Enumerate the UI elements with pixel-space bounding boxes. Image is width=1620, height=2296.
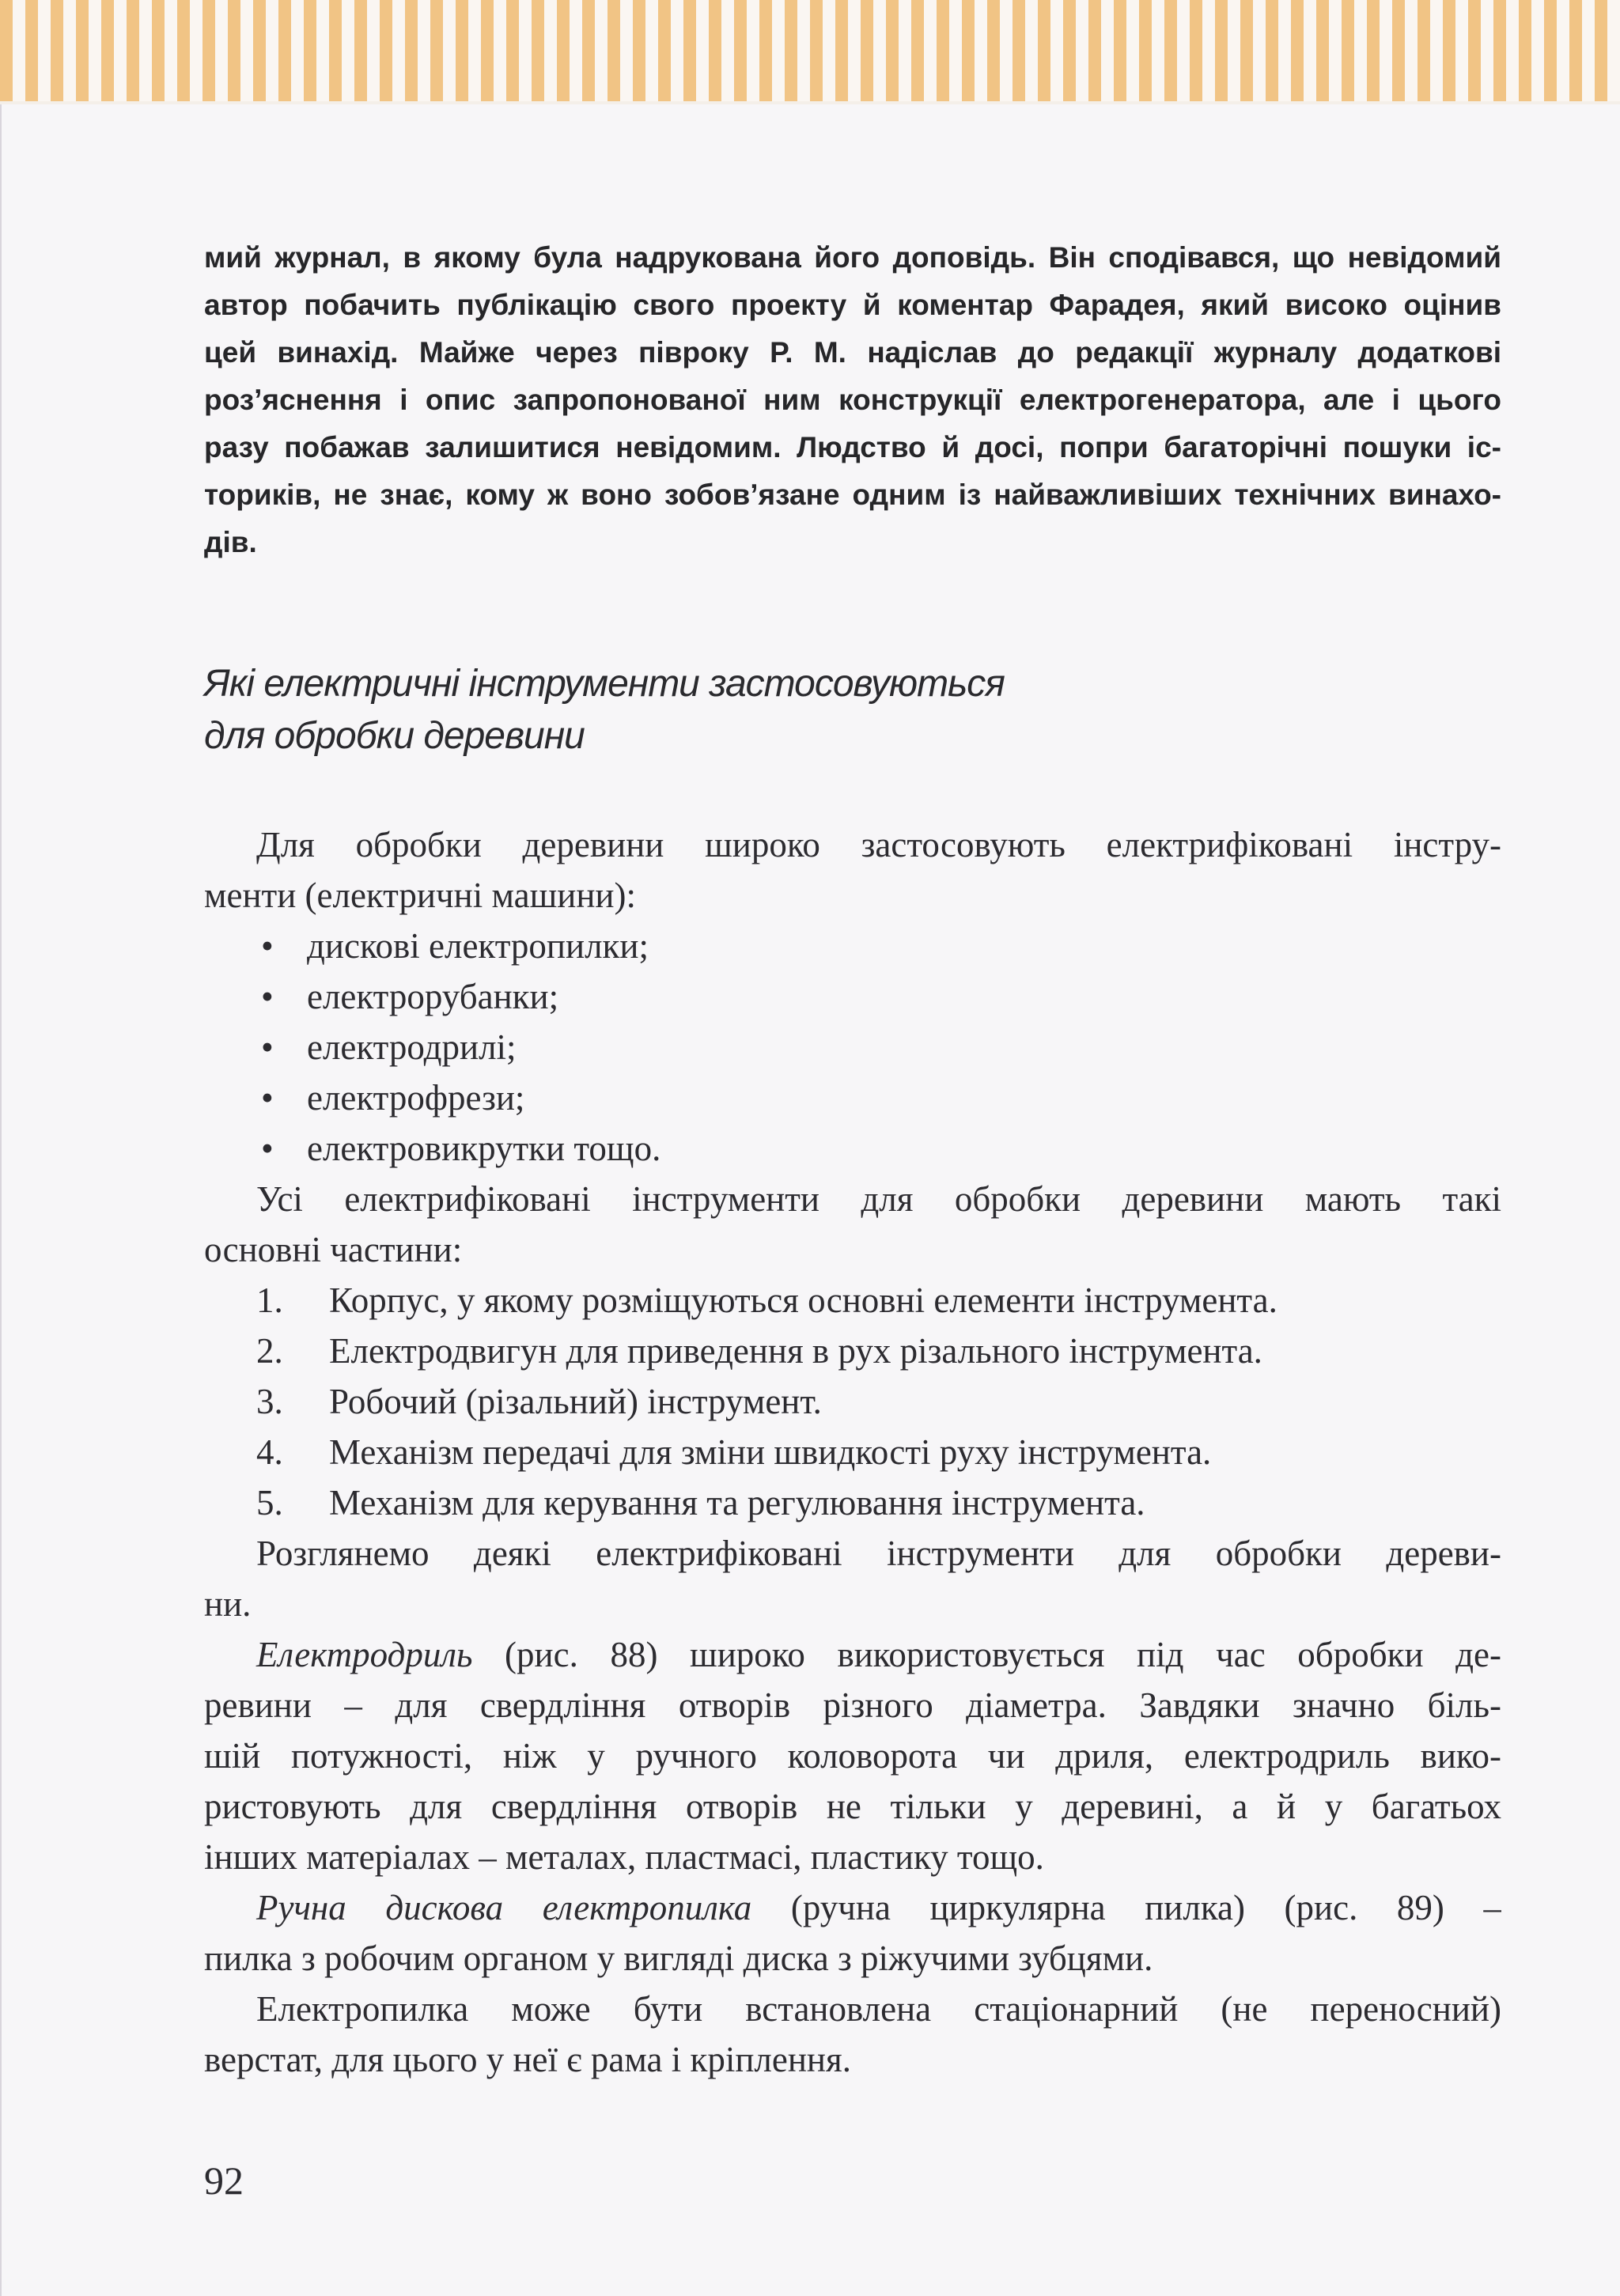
list-item-text: електрорубанки; — [307, 977, 559, 1016]
list-item-text: дискові електропилки; — [307, 926, 649, 966]
paragraph-4-line-1 — [204, 1629, 1501, 1680]
item-text: Корпус, у якому розміщуються основні елементи інструмента. — [329, 1280, 1277, 1320]
numbered-item — [204, 1477, 1501, 1528]
item-text: Електродвигун для приведення в рух різального інструмента. — [329, 1331, 1262, 1371]
item-number: 4. — [256, 1432, 283, 1472]
bullet-marker: • — [261, 926, 274, 966]
list-item-text: електровикрутки тощо. — [307, 1129, 661, 1168]
paragraph-4-line-5: інших матеріалах – металах, пластмасі, пластику тощо. — [204, 1837, 1044, 1877]
paragraph-1-line-2: менти (електричні машини): — [204, 876, 636, 915]
paragraph-4-line-1-rest: (рис. 88) широко використовується під час обробки де- — [472, 1635, 1501, 1674]
heading-line-1: Які електричні інструменти застосовуються — [204, 663, 1005, 705]
paragraph-3-line-1: Розглянемо деякі електрифіковані інструменти для обробки дереви- — [256, 1534, 1501, 1573]
intro-paragraph — [204, 234, 1501, 566]
paragraph-2-line-1: Усі електрифіковані інструменти для обробки деревини мають такі — [256, 1179, 1501, 1219]
item-text: Механізм передачі для зміни швидкості руху інструмента. — [329, 1432, 1212, 1472]
decorative-stripe-header — [0, 0, 1620, 103]
paragraph-6-line-1: Електропилка може бути встановлена стаціонарний (не переносний) — [256, 1989, 1501, 2029]
paragraph-5-line-1 — [204, 1882, 1501, 1933]
page-number: 92 — [204, 2158, 244, 2203]
list-item — [204, 971, 1501, 1022]
intro-line: мий журнал, в якому була надрукована його доповідь. Він сподівався, що невідомий — [204, 241, 1501, 274]
body-text — [204, 819, 1501, 2085]
section-heading — [204, 658, 1391, 762]
item-text: Робочий (різальний) інструмент. — [329, 1382, 822, 1421]
intro-line: ториків, не знає, кому ж воно зобов’язане одним із найважливіших технічних винахо- — [204, 478, 1501, 511]
term-circular-saw: Ручна дискова електропилка — [256, 1888, 752, 1927]
paragraph-5-line-1-rest: (ручна циркулярна пилка) (рис. 89) – — [751, 1888, 1501, 1927]
paragraph-1-line-1: Для обробки деревини широко застосовують електрифіковані інстру- — [256, 825, 1501, 864]
intro-line: цей винахід. Майже через півроку Р. М. надіслав до редакції журналу додаткові — [204, 336, 1501, 369]
bullet-marker: • — [261, 1027, 274, 1067]
paragraph-4-line-4: ристовують для свердління отворів не тільки у деревині, а й у багатьох — [204, 1787, 1501, 1826]
numbered-item — [204, 1326, 1501, 1376]
numbered-item — [204, 1427, 1501, 1477]
item-text: Механізм для керування та регулювання інструмента. — [329, 1483, 1145, 1522]
bullet-marker: • — [261, 977, 274, 1016]
paragraph-4-line-3: шій потужності, ніж у ручного коловорота чи дриля, електродриль вико- — [204, 1736, 1501, 1776]
decorative-stripe-edge — [0, 101, 1620, 104]
list-item — [204, 1072, 1501, 1123]
intro-line: автор побачить публікацію свого проекту й коментар Фарадея, який високо оцінив — [204, 289, 1501, 321]
list-item-text: електродрилі; — [307, 1027, 517, 1067]
numbered-item — [204, 1275, 1501, 1326]
paragraph-4-line-2: ревини – для свердління отворів різного діаметра. Завдяки значно біль- — [204, 1685, 1501, 1725]
list-item — [204, 921, 1501, 971]
list-item-text: електрофрези; — [307, 1078, 525, 1118]
list-item — [204, 1022, 1501, 1072]
intro-line: роз’яснення і опис запропонованої ним конструкції електрогенератора, але і цього — [204, 384, 1501, 416]
bullet-marker: • — [261, 1129, 274, 1168]
term-electrodrill: Електродриль — [256, 1635, 473, 1674]
item-number: 1. — [256, 1280, 283, 1320]
numbered-item — [204, 1376, 1501, 1427]
list-item — [204, 1123, 1501, 1174]
heading-line-2: для обробки деревини — [204, 715, 585, 757]
paragraph-2-line-2: основні частини: — [204, 1230, 463, 1269]
intro-line: дів. — [204, 526, 257, 558]
paragraph-5-line-2: пилка з робочим органом у вигляді диска з ріжучими зубцями. — [204, 1939, 1153, 1978]
intro-line: разу побажав залишитися невідомим. Людство й досі, попри багаторічні пошуки іс- — [204, 431, 1501, 463]
item-number: 3. — [256, 1382, 283, 1421]
item-number: 2. — [256, 1331, 283, 1371]
item-number: 5. — [256, 1483, 283, 1522]
paragraph-6-line-2: верстат, для цього у неї є рама і кріплення. — [204, 2040, 851, 2079]
paragraph-3-line-2: ни. — [204, 1584, 252, 1624]
bullet-marker: • — [261, 1078, 274, 1118]
